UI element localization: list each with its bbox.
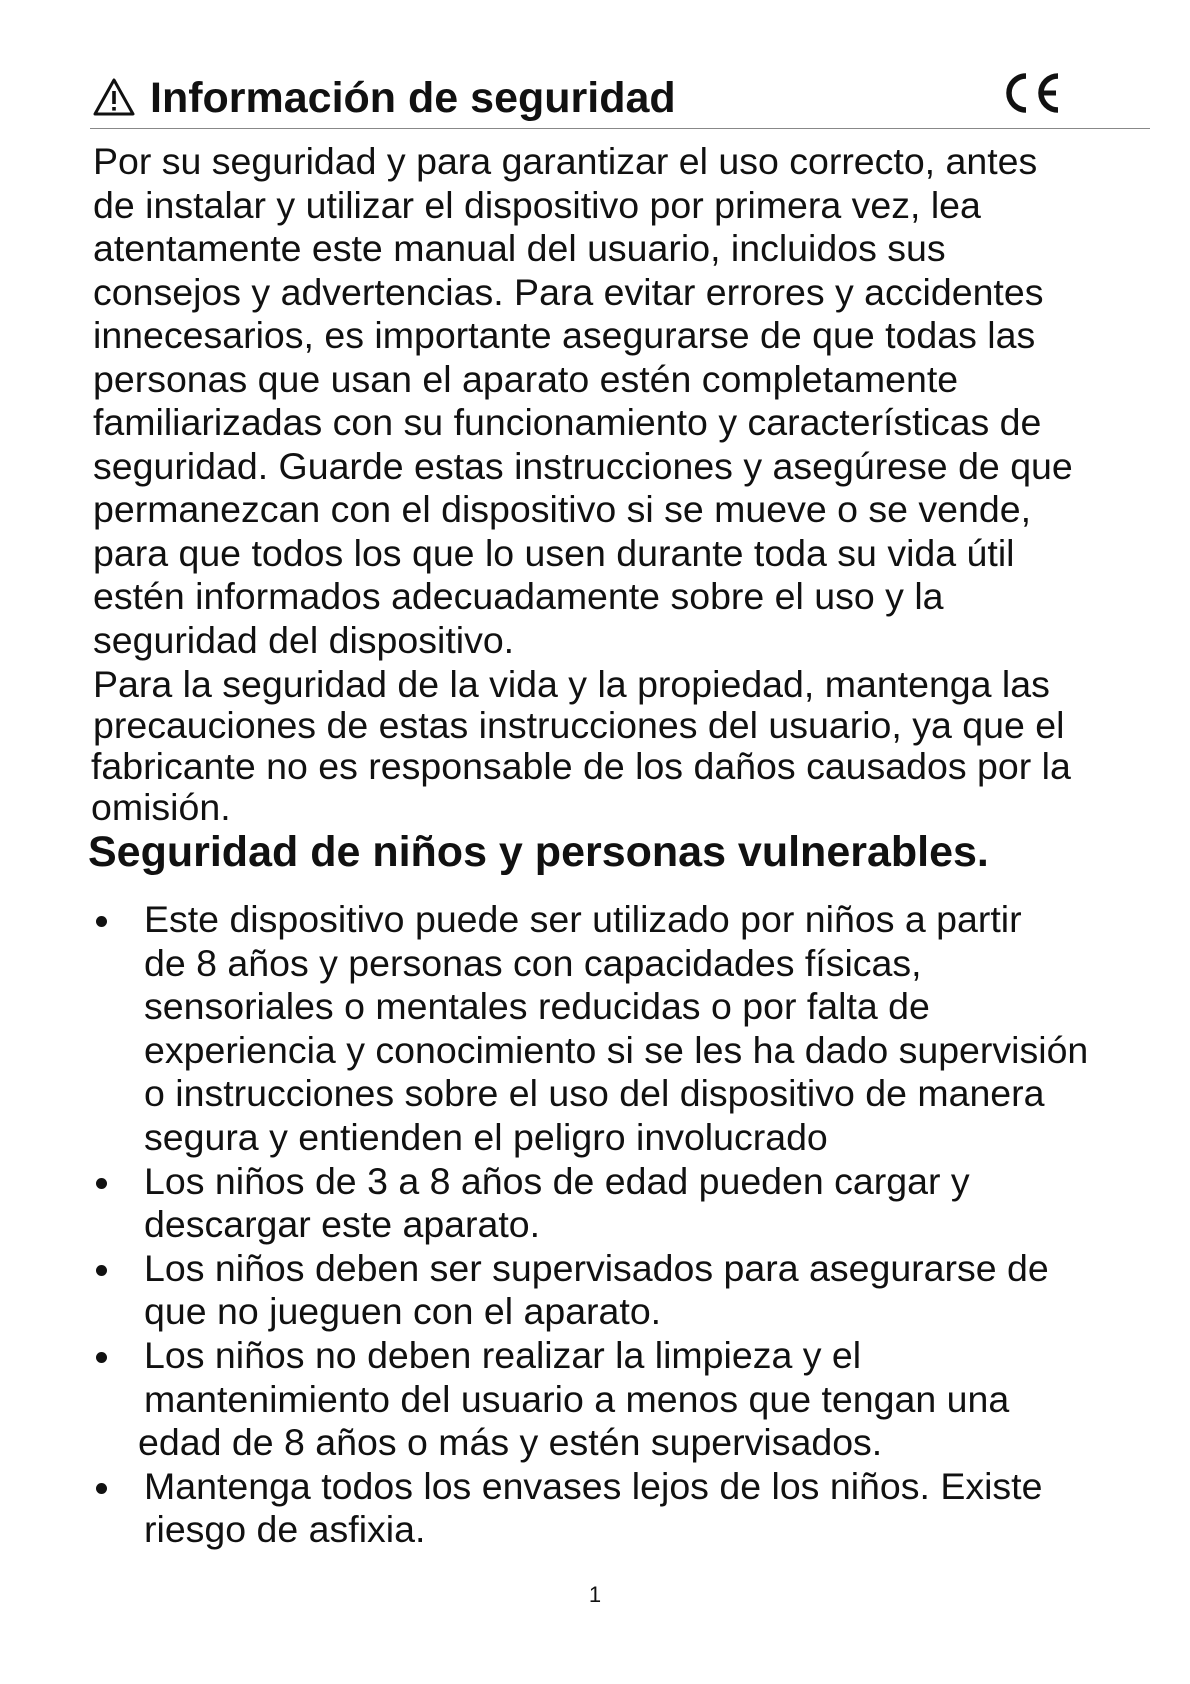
list-item-line: Este dispositivo puede ser utilizado por niños a partir xyxy=(144,898,1022,940)
intro-line: permanezcan con el dispositivo si se mueve o se vende, xyxy=(93,488,1032,530)
page-title: Información de seguridad xyxy=(150,74,676,122)
intro-line: personas que usan el aparato estén completamente xyxy=(93,357,959,400)
list-item-line: que no jueguen con el aparato. xyxy=(144,1290,662,1333)
section-heading: Seguridad de niños y personas vulnerables. xyxy=(88,828,989,876)
list-item-line: Mantenga todos los envases lejos de los niños. Existe xyxy=(144,1464,1043,1507)
liability-line: Para la seguridad de la vida y la propiedad, mantenga las xyxy=(93,663,1050,705)
bullet-icon xyxy=(96,1483,107,1494)
bullet-icon xyxy=(96,916,107,927)
intro-line: Por su seguridad y para garantizar el uso correcto, antes xyxy=(93,140,1038,182)
intro-line: de instalar y utilizar el dispositivo por primera vez, lea xyxy=(93,183,981,226)
intro-line: para que todos los que lo usen durante toda su vida útil xyxy=(93,531,1015,574)
liability-paragraph xyxy=(93,664,1153,828)
intro-line: seguridad. Guarde estas instrucciones y asegúrese de que xyxy=(93,444,1073,487)
list-item-line: descargar este aparato. xyxy=(144,1203,541,1246)
list-item-line: riesgo de asfixia. xyxy=(144,1508,426,1551)
list-item xyxy=(88,1247,1158,1334)
list-item-line: Los niños no deben realizar la limpieza y el xyxy=(144,1333,862,1376)
page-number: 1 xyxy=(588,1582,602,1607)
intro-line: atentamente este manual del usuario, incluidos sus xyxy=(93,227,946,269)
list-item-line: experiencia y conocimiento si se les ha dado supervisión xyxy=(144,1028,1089,1071)
list-item-line: o instrucciones sobre el uso del dispositivo de manera xyxy=(144,1072,1045,1115)
title-divider xyxy=(90,128,1150,129)
liability-line: precauciones de estas instrucciones del usuario, ya que el xyxy=(93,704,1065,746)
list-item xyxy=(88,898,1158,1160)
safety-bullet-list xyxy=(88,898,1158,1552)
bullet-icon xyxy=(96,1178,107,1189)
page-header xyxy=(90,68,1150,128)
intro-line: seguridad del dispositivo. xyxy=(93,618,515,661)
list-item xyxy=(88,1465,1158,1552)
intro-line: consejos y advertencias. Para evitar errores y accidentes xyxy=(93,270,1044,313)
bullet-icon xyxy=(96,1265,107,1276)
list-item xyxy=(88,1334,1158,1465)
ce-mark-icon xyxy=(996,68,1066,118)
list-item xyxy=(88,1160,1158,1247)
liability-line: fabricante no es responsable de los daños causados por la xyxy=(91,745,1071,787)
list-item-line: sensoriales o mentales reducidas o por falta de xyxy=(144,985,930,1028)
intro-paragraph xyxy=(93,140,1153,662)
list-item-line: edad de 8 años o más y estén supervisados. xyxy=(138,1421,883,1464)
bullet-icon xyxy=(96,1352,107,1363)
warning-triangle-icon xyxy=(92,77,136,117)
liability-line: omisión. xyxy=(91,786,231,828)
list-item-line: Los niños de 3 a 8 años de edad pueden cargar y xyxy=(144,1159,970,1202)
list-item-line: mantenimiento del usuario a menos que tengan una xyxy=(144,1377,1010,1420)
list-item-line: Los niños deben ser supervisados para asegurarse de xyxy=(144,1246,1049,1289)
intro-line: estén informados adecuadamente sobre el uso y la xyxy=(93,575,944,617)
intro-line: familiarizadas con su funcionamiento y características de xyxy=(93,401,1042,443)
list-item-line: segura y entienden el peligro involucrado xyxy=(144,1115,828,1158)
list-item-line: de 8 años y personas con capacidades físicas, xyxy=(144,941,922,984)
intro-line: innecesarios, es importante asegurarse de que todas las xyxy=(93,314,1036,356)
